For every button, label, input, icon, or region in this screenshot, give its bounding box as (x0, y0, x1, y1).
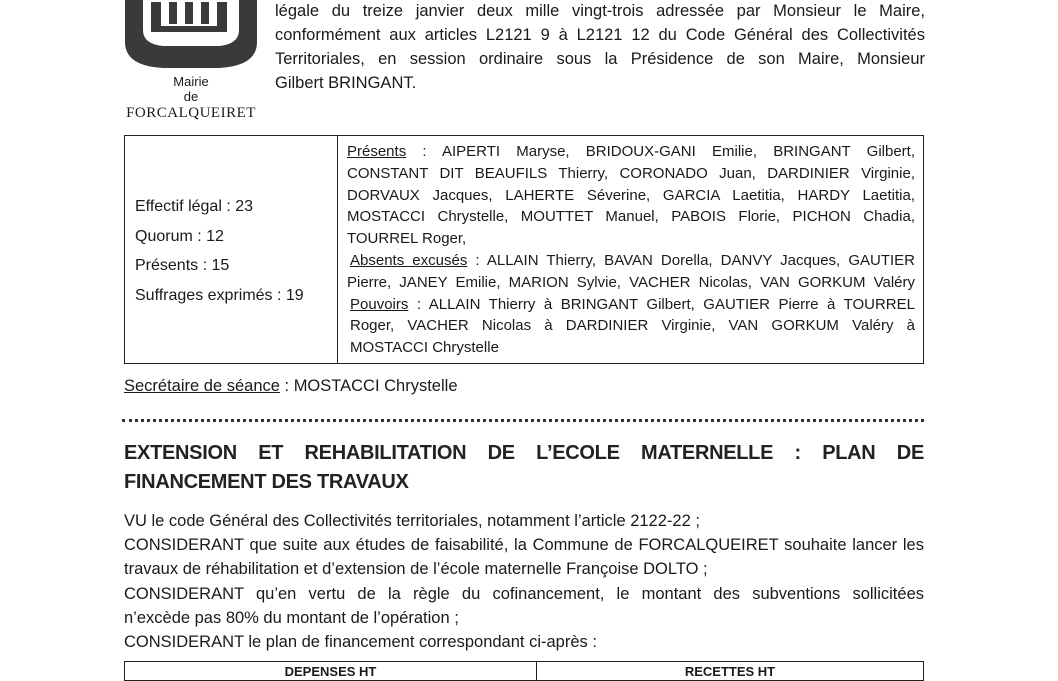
deliberation-body (124, 509, 924, 654)
presents-line: DORVAUX Jacques, LAHERTE Séverine, GARCIA Laetitia, HARDY Laetitia, (347, 186, 915, 204)
pouvoirs-line (347, 294, 915, 316)
presents-line: CONSTANT DIT BEAUFILS Thierry, CORONADO Juan, DARDINIER Virginie, (347, 164, 915, 182)
presents-line: TOURREL Roger, (347, 230, 467, 248)
absents-text: : ALLAIN Thierry, BAVAN Dorella, DANVY Jacques, GAUTIER (467, 251, 915, 269)
secretary-value: : MOSTACCI Chrystelle (279, 377, 458, 395)
pouvoirs-line: MOSTACCI Chrystelle (350, 339, 499, 357)
logo-caption-town: FORCALQUEIRET (126, 105, 256, 121)
presents-count: Présents : 15 (135, 257, 230, 274)
suffrages-exprimes: Suffrages exprimés : 19 (135, 286, 304, 304)
title-line: FINANCEMENT DES TRAVAUX (124, 471, 409, 493)
absents-line: Pierre, JANEY Emilie, MARION Sylvie, VACHER Nicolas, VAN GORKUM Valéry (347, 273, 915, 291)
body-line: travaux de réhabilitation et d’extension de l’école maternelle Françoise DOLTO ; (124, 560, 708, 579)
session-secretary (124, 377, 458, 396)
body-line: n’excède pas 80% du montant de l’opération ; (124, 608, 459, 627)
body-line: CONSIDERANT le plan de financement correspondant ci-après : (124, 633, 597, 652)
intro-line: conformément aux articles L2121 9 à L2121 12 du Code Général des Collectivités (275, 26, 925, 44)
body-line: VU le code Général des Collectivités territoriales, notamment l’article 2122-22 ; (124, 512, 700, 530)
intro-line: légale du treize janvier deux mille vingt-trois adressée par Monsieur le Maire, (275, 2, 925, 20)
attendance-members (347, 141, 915, 359)
attendance-table (124, 135, 924, 364)
pouvoirs-label: Pouvoirs (350, 295, 409, 313)
secretary-label: Secrétaire de séance (124, 377, 280, 395)
presents-line (347, 141, 915, 163)
absents-label: Absents excusés (350, 251, 468, 269)
intro-line: Territoriales, en session ordinaire sous la Présidence de son Maire, Monsieur (275, 50, 925, 68)
absents-line (347, 250, 915, 272)
title-line: EXTENSION ET REHABILITATION DE L’ECOLE MATERNELLE : PLAN DE (124, 442, 924, 464)
body-line: CONSIDERANT que suite aux études de faisabilité, la Commune de FORCALQUEIRET souhaite lancer les (124, 536, 924, 555)
financing-table (124, 661, 924, 681)
logo-caption-de: de (183, 89, 199, 104)
deliberation-title (124, 439, 924, 497)
col-depenses: DEPENSES HT (284, 664, 377, 679)
effectif-legal: Effectif légal : 23 (135, 198, 253, 215)
body-line: CONSIDERANT qu’en vertu de la règle du cofinancement, le montant des subventions sollicitées (124, 584, 924, 603)
presents-line: MOSTACCI Chrystelle, MOUTTET Manuel, PABOIS Florie, PICHON Chadia, (347, 208, 915, 226)
pouvoirs-line: Roger, VACHER Nicolas à DARDINIER Virginie, VAN GORKUM Valéry à (350, 317, 915, 335)
presents-text: : AIPERTI Maryse, BRIDOUX-GANI Emilie, BRINGANT Gilbert, (406, 143, 915, 160)
session-intro-paragraph (275, 0, 925, 95)
col-recettes: RECETTES HT (684, 664, 776, 679)
dotted-divider (122, 419, 924, 422)
presents-label: Présents (347, 143, 407, 160)
logo-caption (123, 74, 259, 121)
intro-line: Gilbert BRINGANT. (275, 74, 417, 92)
attendance-counts (125, 136, 338, 363)
town-coat-of-arms (123, 0, 259, 70)
pouvoirs-text: : ALLAIN Thierry à BRINGANT Gilbert, GAUTIER Pierre à TOURREL (408, 295, 915, 313)
quorum: Quorum : 12 (135, 227, 224, 245)
logo-caption-mairie: Mairie (173, 74, 209, 89)
